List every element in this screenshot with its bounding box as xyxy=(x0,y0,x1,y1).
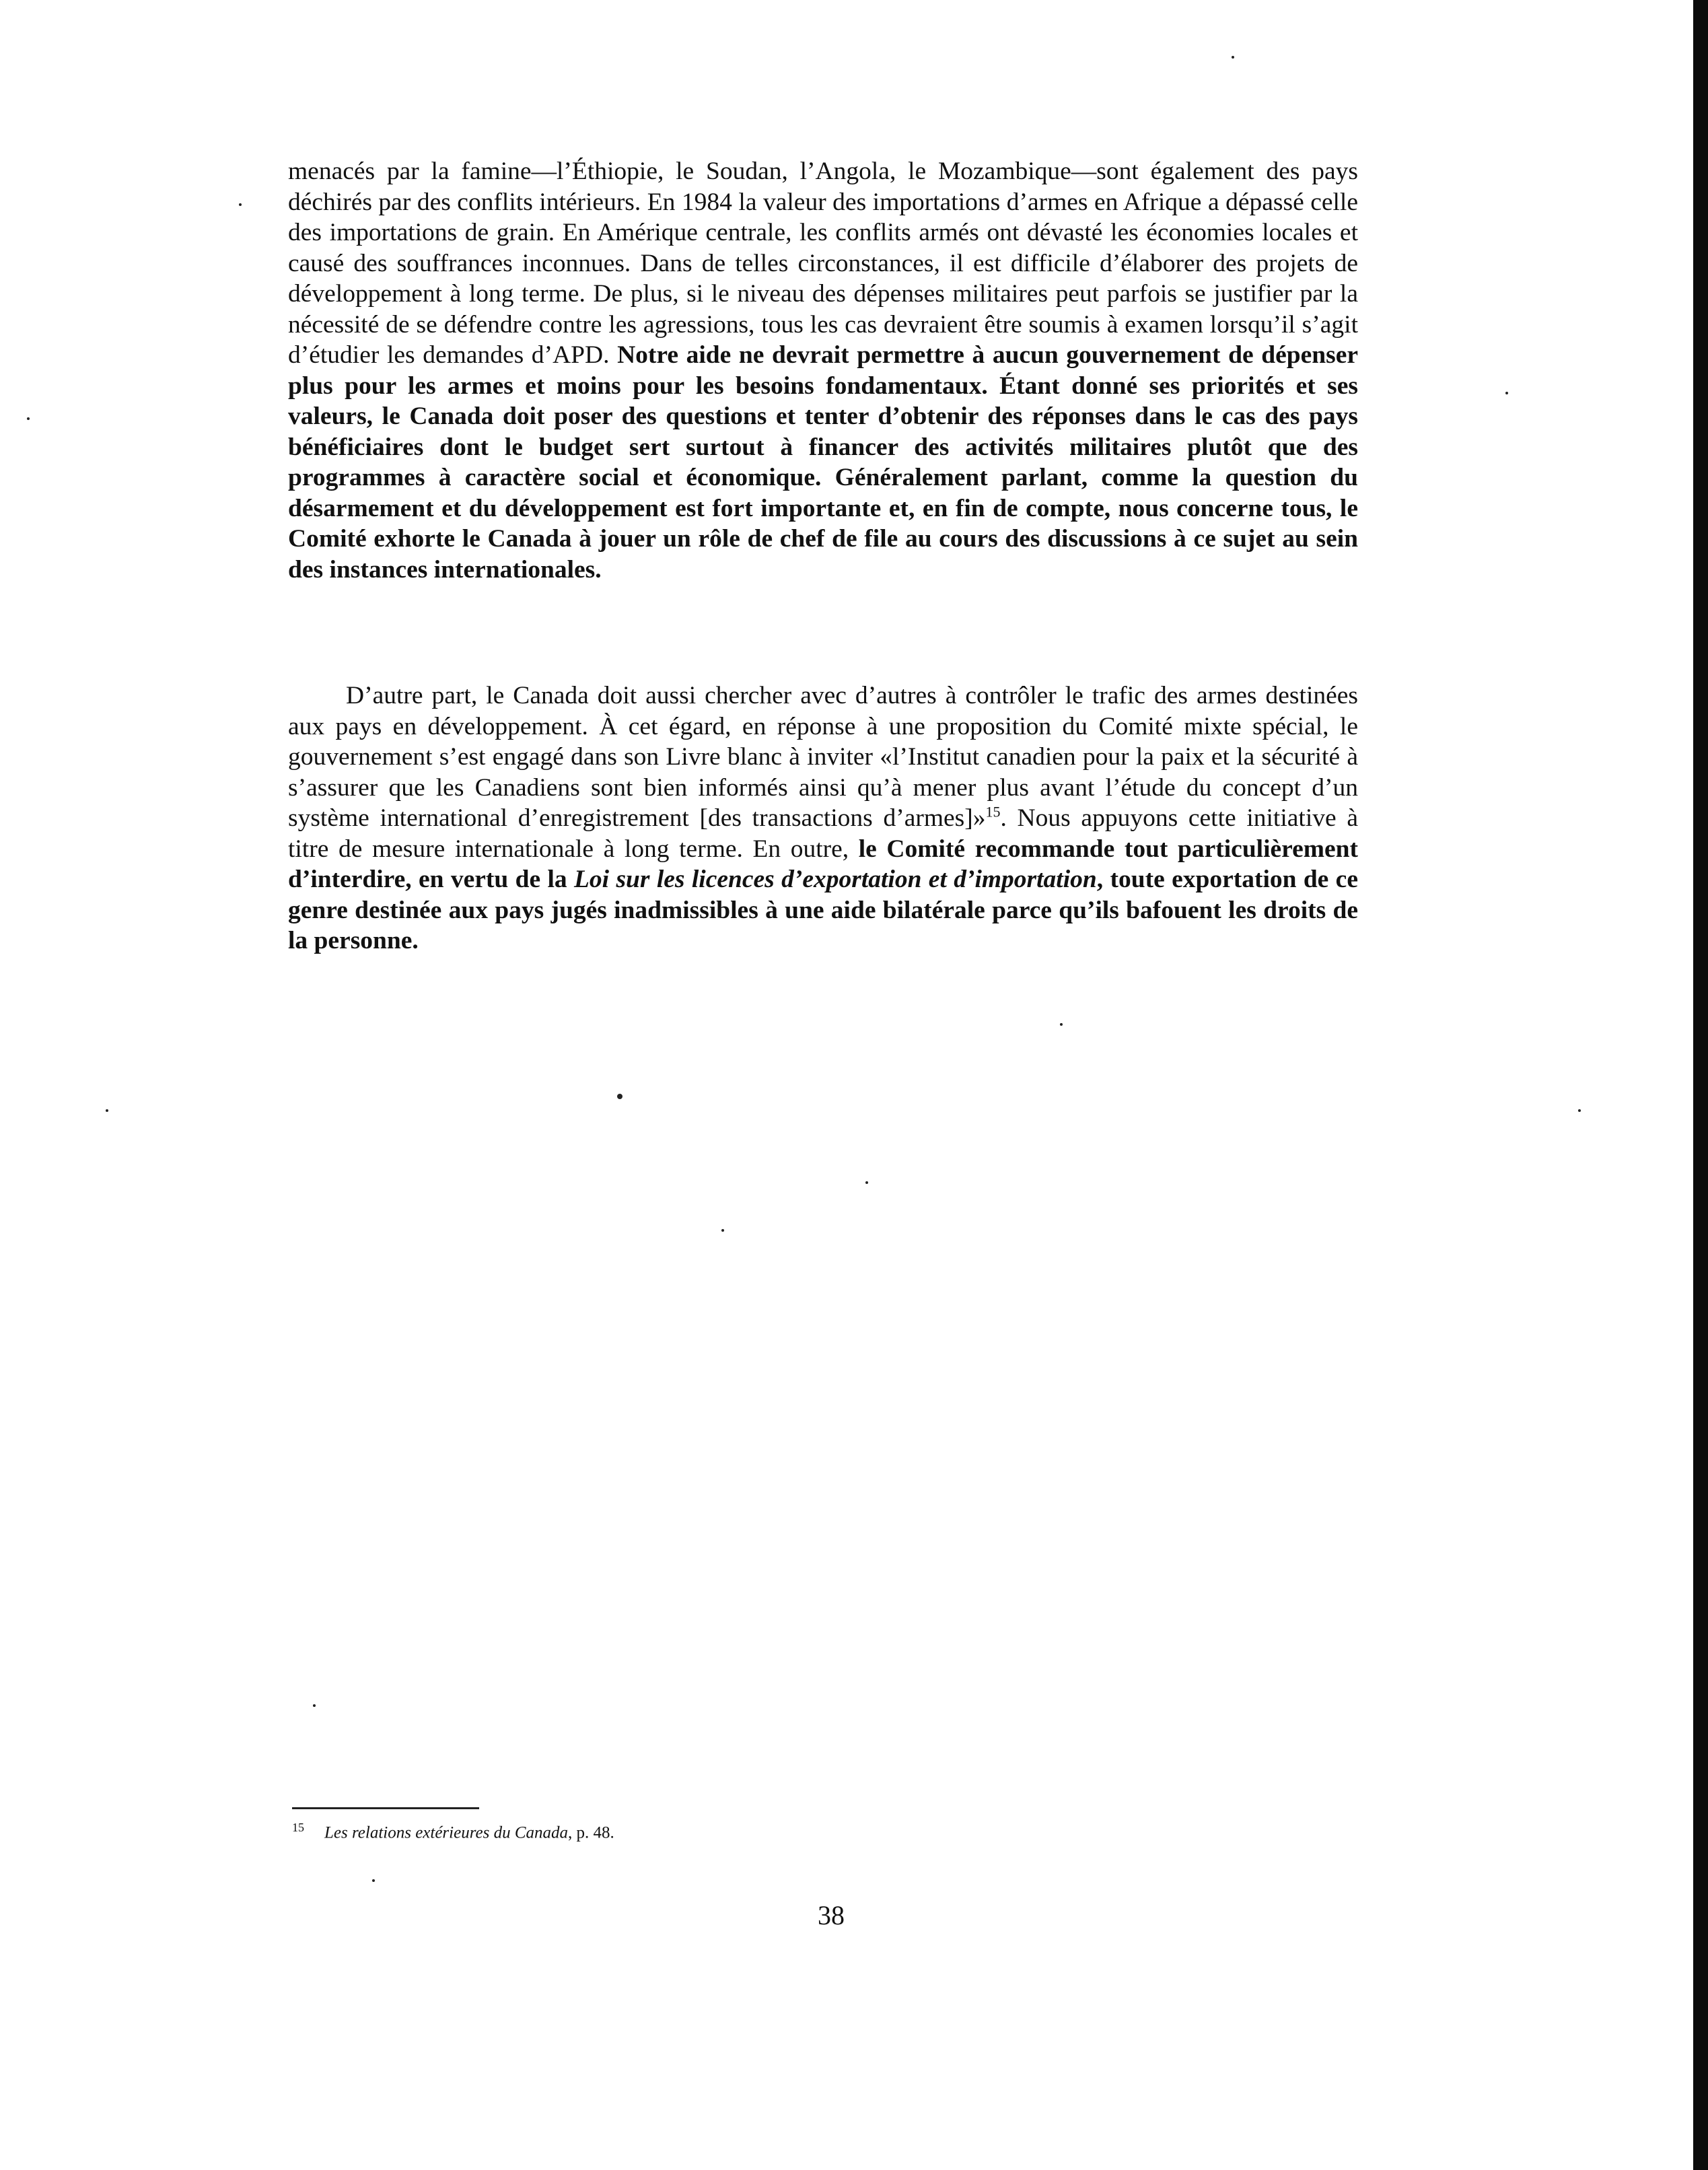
scan-speck xyxy=(617,1094,622,1099)
footnote-reference: 15 xyxy=(985,803,1001,820)
paragraph-1-text: menacés par la famine—l’Éthiopie, le Soudan, l’Angola, le Mozambique—sont également des pays déchirés par des conflits intérieurs. En 1984 la valeur des importations d’armes en Afrique a dépassé celle des importations de grain. En Amérique centrale, les conflits armés ont dévasté les économies locales et causé des souffrances inconnues. Dans de telles circonstances, il est difficile d’élaborer des projets de développement à long terme. De plus, si le niveau des dépenses militaires peut parfois se justifier par la nécessité de se défendre contre les agressions, tous les cas devraient être soumis à examen lorsqu’il s’agit d’étudier les demandes d’ xyxy=(288,158,1358,369)
footnote-title: Les relations extérieures du Canada xyxy=(324,1823,568,1842)
scan-speck xyxy=(865,1181,868,1184)
bold-text-1: le Comité recommande tout particulièrement d’interdire, en vertu de la xyxy=(288,835,1358,893)
paragraph-1 xyxy=(288,156,1358,585)
bold-text-2: , toute exportation de ce genre destinée aux pays jugés inadmissibles à une aide bilatérale parce qu’ils bafouent les droits de la personne. xyxy=(288,866,1358,954)
scan-speck xyxy=(1060,1023,1063,1026)
scan-speck xyxy=(372,1879,375,1882)
paragraph-1-text-2: . xyxy=(603,341,618,369)
scan-speck xyxy=(1232,56,1234,59)
footnote xyxy=(292,1817,1100,1843)
scan-speck xyxy=(721,1229,724,1232)
scan-edge-bar xyxy=(1693,0,1708,2170)
footnote-divider xyxy=(292,1807,479,1809)
scan-speck xyxy=(1578,1109,1581,1112)
page-number: 38 xyxy=(818,1900,845,1930)
paragraph-2-text-2: . Nous appuyons cette initiative à titre de mesure internationale à long terme. En outre, xyxy=(288,804,1358,863)
paragraph-1-bold-recommendation: Notre aide ne devrait permettre à aucun gouvernement de dépenser plus pour les armes et moins pour les besoins fondamentaux. Étant donné ses priorités et ses valeurs, le Canada doit poser des questions et tenter d’obtenir des réponses dans le cas des pays bénéficiaires dont le budget sert surtout à financer des activités militaires plutôt que des programmes à caractère social et économique. Généralement parlant, comme la question du désarmement et du développement est fort importante et, en fin de compte, nous concerne tous, le Comité exhorte le Canada à jouer un rôle de chef de file au cours des discussions à ce sujet au sein des instances internationales. xyxy=(288,341,1358,584)
footnote-number: 15 xyxy=(292,1821,304,1834)
acronym-apd: APD xyxy=(553,341,604,369)
scan-speck xyxy=(27,417,30,420)
scan-speck xyxy=(239,203,242,206)
paragraph-2-text: D’autre part, le Canada doit aussi chercher avec d’autres à contrôler le trafic des armes destinées aux pays en développement. À cet égard, en réponse à une proposition du Comité mixte spécial, le gouvernement s’est engagé dans son Livre blanc à inviter «l’Institut canadien pour la paix et la sécurité à s’assurer que les Canadiens sont bien informés ainsi qu’à mener plus avant l’étude du concept d’un système international d’enregistrement [des transactions d’armes]» xyxy=(288,682,1358,832)
law-title: Loi sur les licences d’exportation et d’importation xyxy=(574,866,1097,893)
footnote-page-ref: , p. 48. xyxy=(568,1823,614,1842)
scan-speck xyxy=(1505,392,1508,394)
paragraph-2 xyxy=(288,680,1358,956)
scan-speck xyxy=(106,1109,108,1112)
scan-speck xyxy=(313,1704,316,1707)
